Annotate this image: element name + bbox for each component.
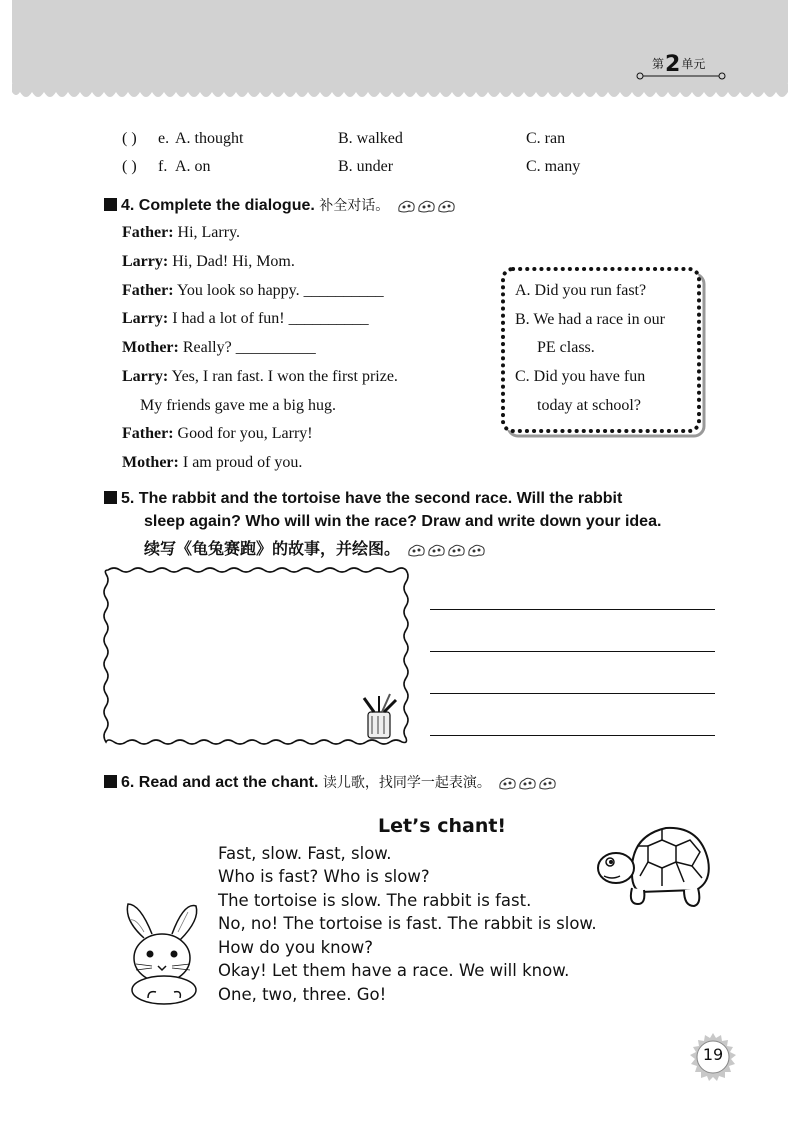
unit-prefix: 第	[652, 57, 665, 71]
dialogue-line: Larry: I had a lot of fun! __________	[122, 310, 369, 327]
section-4-title-cn: 补全对话。	[319, 198, 390, 214]
tortoise-icon	[596, 816, 716, 912]
section-5-title-cn: 续写《龟兔赛跑》的故事，并绘图。	[144, 536, 487, 562]
writing-line[interactable]	[430, 735, 715, 736]
difficulty-icon	[518, 776, 537, 790]
option-c-cont: today at school?	[537, 397, 641, 414]
difficulty-icon	[467, 543, 486, 557]
option-c: C. ran	[526, 130, 566, 147]
difficulty-icon	[498, 776, 517, 790]
difficulty-rating-icon	[498, 776, 558, 795]
writing-line[interactable]	[430, 609, 715, 610]
unit-underline	[636, 72, 726, 80]
dialogue-line: Father: You look so happy. __________	[122, 282, 384, 299]
section-5-title: 5. The rabbit and the tortoise have the second race. Will the rabbit	[104, 490, 622, 508]
dialogue-line: Larry: Hi, Dad! Hi, Mom.	[122, 253, 295, 270]
difficulty-icon	[437, 199, 456, 213]
writing-line[interactable]	[430, 651, 715, 652]
section-6-title-cn: 读儿歌，找同学一起表演。	[322, 775, 491, 791]
difficulty-rating-icon	[407, 543, 487, 562]
dialogue-line: Larry: Yes, I ran fast. I won the first prize.	[122, 368, 398, 385]
section-6-title: 6. Read and act the chant. 读儿歌，找同学一起表演。	[104, 772, 558, 795]
answer-blank[interactable]: You look so happy. __________	[176, 282, 384, 299]
item-letter: e.	[158, 130, 170, 147]
page-number: 19	[702, 1045, 724, 1064]
answer-blank[interactable]: I had a lot of fun! __________	[172, 310, 369, 327]
option-a: A. Did you run fast?	[515, 282, 647, 299]
dialogue-line: My friends gave me a big hug.	[140, 397, 336, 414]
chant-line: No, no! The tortoise is fast. The rabbit is slow.	[218, 914, 597, 933]
answer-blank[interactable]: Really? __________	[182, 339, 316, 356]
header-scallop-edge	[12, 84, 788, 104]
chant-line: Okay! Let them have a race. We will know.	[218, 961, 570, 980]
option-a: A. on	[175, 158, 211, 175]
bullet-square-icon	[104, 198, 117, 211]
chant-line: Who is fast? Who is slow?	[218, 867, 430, 886]
dialogue-line: Father: Hi, Larry.	[122, 224, 241, 241]
dialogue-line: Mother: I am proud of you.	[122, 454, 303, 471]
difficulty-icon	[417, 199, 436, 213]
option-c: C. many	[526, 158, 581, 175]
chant-line: One, two, three. Go!	[218, 985, 387, 1004]
difficulty-icon	[407, 543, 426, 557]
option-b-cont: PE class.	[537, 339, 595, 356]
difficulty-icon	[538, 776, 557, 790]
difficulty-icon	[427, 543, 446, 557]
difficulty-rating-icon	[397, 199, 457, 218]
chant-title: Let’s chant!	[378, 815, 507, 837]
chant-line: Fast, slow. Fast, slow.	[218, 844, 392, 863]
bullet-square-icon	[104, 491, 117, 504]
option-b: B. We had a race in our	[515, 311, 665, 328]
answer-blank[interactable]: ( )	[122, 130, 137, 147]
dialogue-line: Mother: Really? __________	[122, 339, 316, 356]
unit-number: 2	[665, 52, 681, 77]
chant-line: The tortoise is slow. The rabbit is fast.	[218, 891, 532, 910]
section-4-title: 4. Complete the dialogue. 补全对话。	[104, 195, 457, 218]
difficulty-icon	[397, 199, 416, 213]
section-5-title-line2: sleep again? Who will win the race? Draw and write down your idea.	[144, 513, 662, 530]
option-b: B. walked	[338, 130, 403, 147]
option-a: A. thought	[175, 130, 244, 147]
option-c: C. Did you have fun	[515, 368, 646, 385]
answer-blank[interactable]: ( )	[122, 158, 137, 175]
bullet-square-icon	[104, 775, 117, 788]
writing-line[interactable]	[430, 693, 715, 694]
option-b: B. under	[338, 158, 394, 175]
chant-line: How do you know?	[218, 938, 373, 957]
drawing-area[interactable]	[100, 564, 412, 748]
unit-suffix: 单元	[681, 57, 706, 71]
difficulty-icon	[447, 543, 466, 557]
item-letter: f.	[158, 158, 168, 175]
dialogue-line: Father: Good for you, Larry!	[122, 425, 313, 442]
rabbit-icon	[118, 898, 208, 1006]
